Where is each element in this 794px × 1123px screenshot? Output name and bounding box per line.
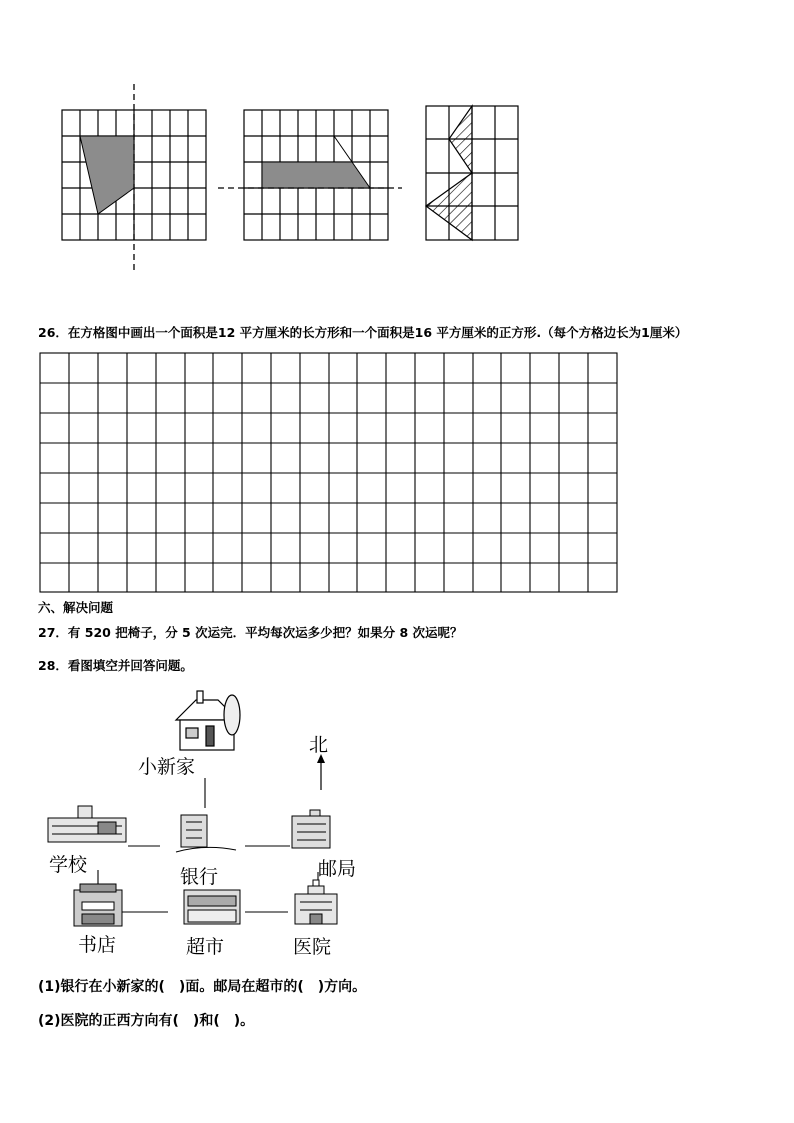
bank-icon bbox=[176, 815, 236, 852]
bank-label: 银行 bbox=[180, 866, 219, 888]
q28-text: 看图填空并回答问题。 bbox=[67, 658, 193, 673]
post-office-icon bbox=[292, 810, 330, 848]
q26-number: 26． bbox=[38, 325, 68, 340]
home-label: 小新家 bbox=[138, 756, 196, 778]
supermarket-label: 超市 bbox=[186, 936, 225, 958]
post-office-label: 邮局 bbox=[318, 858, 357, 880]
q27-number: 27． bbox=[38, 625, 68, 640]
north-label: 北 bbox=[309, 734, 329, 756]
hospital-icon bbox=[295, 880, 337, 924]
school-label: 学校 bbox=[49, 854, 88, 876]
bookstore-icon bbox=[74, 884, 122, 926]
bookstore-label: 书店 bbox=[78, 934, 117, 956]
q28-part-1: (1)银行在小新家的( )面。邮局在超市的( )方向。 bbox=[38, 979, 367, 995]
hospital-label: 医院 bbox=[293, 936, 332, 958]
house-icon bbox=[176, 691, 240, 750]
school-icon bbox=[48, 806, 126, 842]
north-arrow-icon bbox=[317, 754, 325, 790]
section-6-title: 六、解决问题 bbox=[38, 600, 114, 615]
q28-number: 28． bbox=[38, 658, 68, 673]
q27-text: 有 520 把椅子，分 5 次运完．平均每次运多少把？如果分 8 次运呢？ bbox=[67, 625, 463, 640]
q28-part-2: (2)医院的正西方向有( )和( )。 bbox=[38, 1013, 255, 1029]
q26-text: 在方格图中画出一个面积是12 平方厘米的长方形和一个面积是16 平方厘米的正方形.（每个方格边长为1厘米） bbox=[67, 325, 688, 340]
supermarket-icon bbox=[184, 890, 240, 924]
